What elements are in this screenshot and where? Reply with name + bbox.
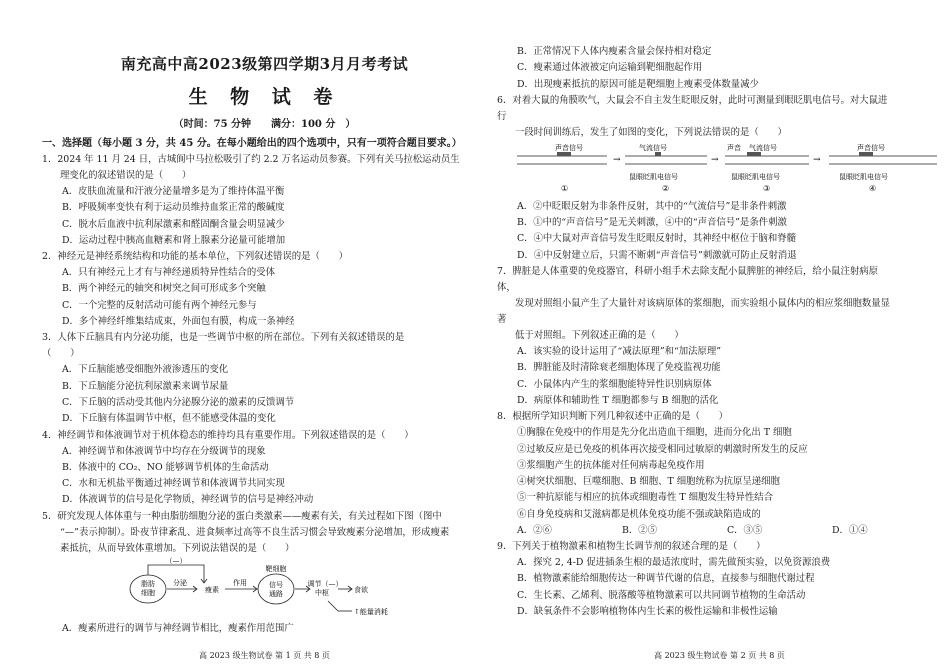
q8-statement-4: ④树突状细胞、巨噬细胞、B 细胞、T 细胞统称为抗原呈递细胞 (517, 476, 780, 488)
svg-text:气流信号: 气流信号 (749, 143, 777, 152)
q6-option-d: D．④中反射建立后，只需不断刺“声音信号”刺激就可防止反射消退 (517, 249, 797, 261)
section-heading: 一、选择题（每小题 3 分，共 45 分。在每小题给出的四个选项中，只有一项符合题目要求。） (42, 138, 462, 149)
q9-option-d: D．缺氧条件不会影响植物体内生长素的极性运输和非极性运输 (517, 605, 778, 617)
svg-text:细胞: 细胞 (141, 588, 155, 597)
q2-option-a: A．只有神经元上才有与神经递质特异性结合的受体 (62, 267, 276, 279)
question-6-cont: 行 (497, 110, 507, 122)
left-column: 南充高中高2023级第四学期3月月考考试 生 物 试 卷 （时间：75 分钟 满分：100 分 ） 一、选择题（每小题 3 分，共 45 分。在每小题给出的四个选项中，只有一项符合题目要求。） 1．2024 年 11 月 24 日，古城阆中马拉松吸引了约 2.2 万名运动员参赛。下列有关马拉松运动员生 理变化的叙述错误的是（ ） A．皮肤血流量和汗液分泌量增多是为了维持体温平衡 B．呼吸频率变快有利于运动员维持血浆正常的酸碱度 C．脱水后血液中抗利尿激素和醛固酮含量会明显减少 D．运动过程中胰高血糖素和肾上腺素分泌量可能增加 2．神经元是神经系统结构和功能的基本单位，下列叙述错误的是（ ） A．只有神经元上才有与神经递质特异性结合的受体 B．两个神经元的轴突和树突之间可形成多个突触 C．一个完整的反射活动可能有两个神经元参与 D．多个神经纤维集结成束，外面包有膜，构成一条神经 3．人体下丘脑具有内分泌功能，也是一些调节中枢的所在部位。下列有关叙述错误的是 （ ） A．下丘脑能感受细胞外液渗透压的变化 B．下丘脑能分泌抗利尿激素来调节尿量 C．下丘脑的活动受其他内分泌腺分泌的激素的反馈调节 D．下丘脑有体温调节中枢，但不能感受体温的变化 4．神经调节和体液调节对于机体稳态的维持均具有重要作用。下列叙述错误的是（ ） A．神经调节和体液调节中均存在分级调节的现象 B．体液中的 CO₂、NO 能够调节机体的生命活动 C．水和无机盐平衡通过神经调节和体液调节共同实现 D．体液调节的信号是化学物质，神经调节的信号是神经冲动 5．研究发现人体体重与一种由脂肪细胞分泌的蛋白类激素——瘦素有关，有关过程如下图（图中 “—”表示抑制）。卧夜节律紊乱、进食频率过高等不良生活习惯会导致瘦素分泌增加，形成瘦素 素抵抗，从而导致体重增加。下列说法错误的是（ ） 脂肪 细胞 分泌 瘦素 作用 靶细胞 信号 通路 （—） 调节（—） 中枢 食欲 ↑能量消耗 A．瘦素所进行的调节与神经调节相比，瘦素作用范围广 高 2023 级生物试卷 第 1 页 共 8 页 (42, 0, 487, 637)
q5-option-b: B．正常情况下人体内瘦素含量会保持相对稳定 (517, 46, 712, 57)
question-3-cont: （ ） (42, 348, 80, 360)
svg-text:声音信号: 声音信号 (857, 143, 885, 152)
q1-option-b: B．呼吸频率变快有利于运动员维持血浆正常的酸碱度 (62, 202, 285, 214)
svg-text:声音: 声音 (727, 143, 741, 152)
q2-option-b: B．两个神经元的轴突和树突之间可形成多个突触 (62, 283, 266, 295)
q8-statement-5: ⑤一种抗原能与相应的抗体或细胞毒性 T 细胞发生特异性结合 (517, 492, 773, 504)
q3-option-b: B．下丘脑能分泌抗利尿激素来调节尿量 (62, 380, 229, 392)
question-6-cont2: 一段时间训练后，发生了如图的变化，下列说法错误的是（ ） (515, 126, 787, 138)
exam-subtitle: 生 物 试 卷 (188, 86, 341, 108)
question-1: 1．2024 年 11 月 24 日，古城阆中马拉松吸引了约 2.2 万名运动员参赛。下列有关马拉松运动员生 (42, 154, 460, 165)
q7-option-d: D．病原体和辅助性 T 细胞都参与 B 细胞的活化 (517, 394, 719, 406)
question-7-cont2: 发现对照组小鼠产生了大量针对该病原体的浆细胞，而实验组小鼠体内的相应浆细胞数量显 (515, 298, 891, 310)
svg-text:④: ④ (869, 183, 877, 193)
svg-text:→: → (711, 154, 719, 165)
svg-text:中枢: 中枢 (315, 588, 329, 597)
svg-text:信号: 信号 (269, 580, 283, 589)
q4-option-b: B．体液中的 CO₂、NO 能够调节机体的生命活动 (62, 461, 269, 473)
q5-option-d: D．出现瘦素抵抗的原因可能是靶细胞上瘦素受体数量减少 (517, 78, 759, 90)
q9-option-a: A．探究 2, 4-D 促进插条生根的最适浓度时，需先做预实验，以免资源浪费 (517, 557, 831, 569)
q6-option-c: C．④中大鼠对声音信号发生眨眼反射时，其神经中枢位于脑和脊髓 (517, 233, 797, 245)
question-2: 2．神经元是神经系统结构和功能的基本单位，下列叙述错误的是（ ） (42, 251, 348, 263)
leptin-diagram-svg (42, 557, 487, 621)
question-7-cont: 体， (497, 282, 516, 294)
question-7-cont4: 低于对照组。下列叙述正确的是（ ） (515, 330, 684, 342)
q8-option-a: A．②⑥ (517, 525, 552, 537)
svg-text:气流信号: 气流信号 (639, 143, 667, 152)
svg-text:→: → (613, 154, 621, 165)
q9-option-b: B．植物激素能给细胞传达一种调节代谢的信息，直接参与细胞代谢过程 (517, 573, 815, 585)
reflex-diagram-svg (517, 141, 942, 199)
panel-2 (625, 143, 707, 193)
q9-option-c: C．生长素、乙烯利、脱落酸等植物激素可以共同调节植物的生命活动 (517, 589, 806, 601)
svg-text:鼠眼眨肌电信号: 鼠眼眨肌电信号 (839, 172, 888, 181)
q7-option-b: B．脾脏能及时清除衰老细胞体现了免疫监视功能 (517, 362, 721, 374)
svg-text:调节（—）: 调节（—） (307, 579, 343, 588)
question-8: 8．根据所学知识判断下列几种叙述中正确的是（ ） (497, 411, 728, 423)
appetite-label: 食欲 (354, 585, 368, 594)
q2-option-c: C．一个完整的反射活动可能有两个神经元参与 (62, 299, 257, 311)
q6-option-a: A．②中眨眼反射为非条件反射，其中的“气流信号”是非条件刺激 (517, 200, 787, 212)
secrete-label: 分泌 (173, 578, 187, 587)
q1-option-d: D．运动过程中胰高血糖素和肾上腺素分泌量可能增加 (62, 234, 286, 246)
question-5-cont2: 素抵抗，从而导致体重增加。下列说法错误的是（ ） (60, 542, 295, 554)
svg-text:鼠眼眨肌电信号: 鼠眼眨肌电信号 (731, 172, 780, 181)
question-7: 7．脾脏是人体重要的免疫器官，科研小组手术去除支配小鼠脾脏的神经后，给小鼠注射病原 (497, 266, 878, 278)
right-column: B．正常情况下人体内瘦素含量会保持相对稳定 C．瘦素通过体液被定向运输到靶细胞起作用 D．出现瘦素抵抗的原因可能是靶细胞上瘦素受体数量减少 6．对着大鼠的角膜吹气，大鼠会不自主发生眨眼反射，此时可测量到眼眨肌电信号。对大鼠进 行 一段时间训练后，发生了如图的变化，下列说法错误的是（ ） 声音信号 ① → 气流信号 鼠眼眨肌电信号 ② → 声音 气流信号 鼠眼眨肌电信号 ③ → 声音信号 鼠眼眨肌电信号 ④ A．②中眨眼反射为非条件反射，其中的“气流信号”是非条件刺激 B．①中的“声音信号”是无关刺激，④中的“声音信号”是条件刺激 C．④中大鼠对声音信号发生眨眼反射时，其神经中枢位于脑和脊髓 D．④中反射建立后，只需不断刺“声音信号”刺激就可防止反射消退 7．脾脏是人体重要的免疫器官，科研小组手术去除支配小鼠脾脏的神经后，给小鼠注射病原 体， 发现对照组小鼠产生了大量针对该病原体的浆细胞，而实验组小鼠体内的相应浆细胞数量显 著 低于对照组。下列叙述正确的是（ ） A．该实验的设计运用了“减法原理”和“加法原理” B．脾脏能及时清除衰老细胞体现了免疫监视功能 C．小鼠体内产生的浆细胞能特异性识别病原体 D．病原体和辅助性 T 细胞都参与 B 细胞的活化 8．根据所学知识判断下列几种叙述中正确的是（ ） ①胸腺在免疫中的作用是先分化出造血干细胞，进而分化出 T 细胞 ②过敏反应是已免疫的机体再次接受相同过敏原的刺激时所发生的反应 ③浆细胞产生的抗体能对任何病毒起免疫作用 ④树突状细胞、巨噬细胞、B 细胞、T 细胞统称为抗原呈递细胞 ⑤一种抗原能与相应的抗体或细胞毒性 T 细胞发生特异性结合 ⑥自身免疫病和艾滋病都是机体免疫功能不强或缺陷造成的 A．②⑥ B．②⑤ C．③⑤ D．①④ 9．下列关于植物激素和植物生长调节剂的叙述合理的是（ ） A．探究 2, 4-D 促进插条生根的最适浓度时，需先做预实验，以免资源浪费 B．植物激素能给细胞传达一种调节代谢的信息，直接参与细胞代谢过程 C．生长素、乙烯利、脱落酸等植物激素可以共同调节植物的生命活动 D．缺氧条件不会影响植物体内生长素的极性运输和非极性运输 高 2023 级生物试卷 第 2 页 共 8 页 (497, 0, 942, 620)
q6-option-b: B．①中的“声音信号”是无关刺激，④中的“声音信号”是条件刺激 (517, 217, 787, 229)
svg-text:鼠眼眨肌电信号: 鼠眼眨肌电信号 (629, 172, 678, 181)
target-cell-label: 靶细胞 (265, 564, 287, 573)
act-label: 作用 (233, 578, 247, 587)
q7-option-c: C．小鼠体内产生的浆细胞能特异性识别病原体 (517, 378, 712, 390)
panel-1 (517, 143, 607, 193)
q8-statement-1: ①胸腺在免疫中的作用是先分化出造血干细胞，进而分化出 T 细胞 (517, 427, 792, 439)
inhibit-label: （—） (165, 556, 187, 565)
svg-text:③: ③ (763, 183, 771, 193)
svg-text:→: → (813, 154, 821, 165)
q8-option-d: D．①④ (832, 525, 868, 537)
question-6: 6．对着大鼠的角膜吹气，大鼠会不自主发生眨眼反射，此时可测量到眼眨肌电信号。对大鼠进 (497, 94, 888, 106)
q3-option-a: A．下丘脑能感受细胞外液渗透压的变化 (62, 364, 229, 376)
question-4: 4．神经调节和体液调节对于机体稳态的维持均具有重要作用。下列叙述错误的是（ ） (42, 429, 414, 441)
svg-text:通路: 通路 (269, 589, 283, 598)
question-7-cont3: 著 (497, 314, 507, 326)
svg-text:①: ① (561, 183, 569, 193)
energy-label: ↑能量消耗 (354, 607, 388, 616)
question-5-cont1: “—”表示抑制）。卧夜节律紊乱、进食频率过高等不良生活习惯会导致瘦素分泌增加，形成瘦素 (60, 526, 450, 538)
q1-option-c: C．脱水后血液中抗利尿激素和醛固酮含量会明显减少 (62, 218, 285, 230)
q5-option-c: C．瘦素通过体液被定向运输到靶细胞起作用 (517, 62, 703, 74)
q8-option-c: C．③⑤ (727, 525, 763, 537)
q3-option-c: C．下丘脑的活动受其他内分泌腺分泌的激素的反馈调节 (62, 396, 295, 408)
question-5: 5．研究发现人体体重与一种由脂肪细胞分泌的蛋白类激素——瘦素有关，有关过程如下图（图中 (42, 510, 442, 522)
q3-option-d: D．下丘脑有体温调节中枢，但不能感受体温的变化 (62, 413, 276, 425)
reflex-diagram (517, 141, 942, 199)
q2-option-d: D．多个神经纤维集结成束，外面包有膜，构成一条神经 (62, 316, 295, 328)
question-9: 9．下列关于植物激素和植物生长调节剂的叙述合理的是（ ） (497, 541, 766, 553)
q4-option-d: D．体液调节的信号是化学物质，神经调节的信号是神经冲动 (62, 494, 314, 506)
panel-3 (725, 143, 809, 193)
fat-cell-label: 脂肪 (141, 579, 155, 588)
q8-statement-2: ②过敏反应是已免疫的机体再次接受相同过敏原的刺激时所发生的反应 (517, 443, 808, 455)
q4-option-a: A．神经调节和体液调节中均存在分级调节的现象 (62, 445, 266, 457)
panel-4 (829, 143, 937, 193)
q7-option-a: A．该实验的设计运用了“减法原理”和“加法原理” (517, 346, 722, 358)
q8-statement-6: ⑥自身免疫病和艾滋病都是机体免疫功能不强或缺陷造成的 (517, 508, 761, 520)
exam-meta: （时间：75 分钟 满分：100 分 ） (173, 119, 356, 130)
question-3: 3．人体下丘脑具有内分泌功能，也是一些调节中枢的所在部位。下列有关叙述错误的是 (42, 332, 405, 344)
q8-statement-3: ③浆细胞产生的抗体能对任何病毒起免疫作用 (517, 459, 705, 471)
question-1-cont: 理变化的叙述错误的是（ ） (60, 170, 192, 181)
q1-option-a: A．皮肤血流量和汗液分泌量增多是为了维持体温平衡 (62, 186, 285, 197)
exam-title: 南充高中高2023级第四学期3月月考考试 (120, 55, 409, 73)
q5-option-a: A．瘦素所进行的调节与神经调节相比，瘦素作用范围广 (62, 622, 294, 634)
svg-text:声音信号: 声音信号 (555, 143, 583, 152)
svg-text:②: ② (662, 183, 670, 193)
leptin-label: 瘦素 (205, 585, 219, 594)
leptin-diagram (42, 557, 487, 621)
q8-option-b: B．②⑤ (622, 525, 658, 537)
q8-options (497, 523, 942, 539)
q4-option-c: C．水和无机盐平衡通过神经调节和体液调节共同实现 (62, 478, 285, 490)
